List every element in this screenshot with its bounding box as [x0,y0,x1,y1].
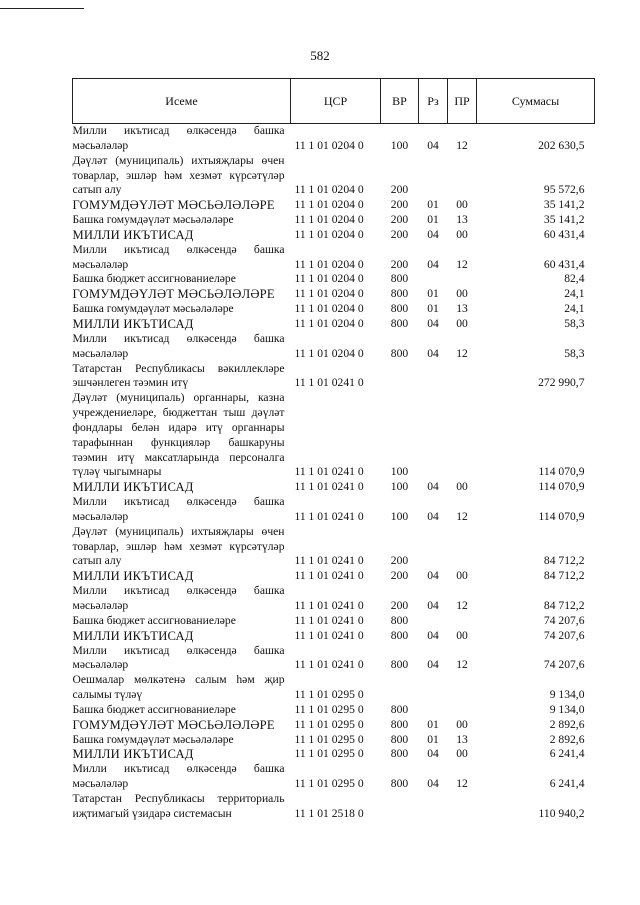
table-row [73,525,595,570]
cell-sum: 6 241,4 [549,777,585,791]
cell-pr: 00 [456,747,468,761]
cell-pr [448,525,477,570]
cell-pr: 00 [456,480,468,494]
cell-csr: 11 1 01 0204 0 [294,302,364,316]
cell-csr: 11 1 01 0241 0 [294,376,364,390]
cell-sum: 35 141,2 [543,198,585,212]
cell-name: Татарстан Республикасы территориаль иҗтимагый үзидарә системасын [72,791,285,820]
cell-name: Башка гомумдәүләт мәсьәләләре [72,302,234,316]
cell-vr: 800 [390,613,409,627]
cell-rz: 04 [427,628,439,642]
table-row [73,154,595,199]
cell-csr: 11 1 01 0204 0 [294,227,364,241]
cell-csr: 11 1 01 0204 0 [294,287,364,301]
cell-name: Милли икътисад өлкәсендә башка мәсьәләләр [72,584,285,612]
cell-name: Башка гомумдәүләт мәсьәләләре [72,213,234,227]
cell-name: Дәүләт (муниципаль) органнары, казна учреждениеләре, бюджеттан тыш дәүләт фондлары белән идарә итү органнары тарафыннан функцияләр башкаруны тәэмин итү максатларында персоналга түләү чыгымнары [72,391,285,479]
cell-sum: 84 712,2 [543,569,585,583]
cell-vr: 800 [390,316,409,330]
cell-vr: 100 [390,465,409,479]
cell-pr: 00 [456,316,468,330]
table-row [73,703,595,718]
cell-csr: 11 1 01 0295 0 [294,732,364,746]
cell-sum: 84 712,2 [543,599,585,612]
table-body [73,124,595,822]
cell-csr: 11 1 01 0241 0 [294,613,364,627]
cell-sum: 9 134,0 [549,688,585,702]
cell-csr: 11 1 01 0241 0 [294,509,364,523]
cell-sum: 35 141,2 [543,213,585,227]
cell-rz [419,673,448,703]
cell-sum: 74 207,6 [543,628,585,642]
cell-name: Милли икътисад өлкәсендә башка мәсьәләләр [72,495,285,523]
cell-vr: 800 [390,628,409,642]
cell-rz: 01 [427,732,439,746]
column-header-rz: Рз [419,79,448,124]
cell-pr: 12 [456,599,468,612]
cell-vr: 100 [390,480,409,494]
table-row [73,124,595,154]
cell-name: МИЛЛИ ИКЪТИСАД [72,628,194,643]
cell-rz: 01 [427,287,439,301]
cell-name: МИЛЛИ ИКЪТИСАД [72,227,194,242]
cell-vr: 800 [390,302,409,316]
table-row [73,213,595,228]
table-row [73,243,595,273]
cell-name: Татарстан Республикасы вәкиллекләре эшчәнлеген тәэмин итү [72,361,285,390]
cell-sum: 114 070,9 [538,480,585,494]
cell-sum: 114 070,9 [538,465,585,479]
cell-csr: 11 1 01 0204 0 [294,316,364,330]
cell-name: МИЛЛИ ИКЪТИСАД [72,480,194,495]
table-row [73,733,595,748]
cell-sum: 2 892,6 [549,732,585,746]
cell-csr: 11 1 01 0295 0 [294,688,364,702]
budget-table [72,78,595,822]
cell-pr [448,703,477,718]
cell-csr: 11 1 01 0241 0 [294,658,364,672]
table-row [73,747,595,762]
cell-vr: 800 [390,717,409,731]
cell-sum: 114 070,9 [538,509,585,523]
cell-vr: 800 [390,287,409,301]
cell-vr: 200 [390,569,409,583]
table-row [73,495,595,525]
cell-rz: 04 [427,346,439,360]
cell-pr: 12 [456,509,468,523]
cell-name: Дәүләт (муниципаль) ихтыяҗлары өчен товарлар, эшләр һәм хезмәт күрсәтүләр сатып алу [72,524,285,568]
cell-pr [448,154,477,199]
cell-sum: 60 431,4 [543,257,585,271]
cell-rz: 04 [427,777,439,791]
cell-sum: 60 431,4 [543,227,585,241]
cell-vr: 200 [390,227,409,241]
table-row [73,391,595,480]
table-row [73,272,595,287]
cell-name: Оешмалар мөлкәтенә салым һәм җир салымы түләү [72,673,285,702]
cell-rz: 04 [419,124,448,154]
cell-pr: 13 [456,302,468,316]
cell-sum: 272 990,7 [538,376,585,390]
cell-vr: 100 [390,509,409,523]
cell-pr: 00 [456,717,468,731]
table-row [73,480,595,495]
cell-sum: 24,1 [564,302,585,316]
cell-vr: 200 [390,183,409,197]
cell-sum: 24,1 [564,287,585,301]
cell-pr: 12 [456,257,468,271]
table-header [73,79,595,124]
table-row [73,792,595,822]
cell-vr: 800 [390,732,409,746]
cell-vr: 200 [390,599,409,612]
cell-sum: 6 241,4 [549,747,585,761]
cell-vr: 800 [390,272,409,286]
cell-csr: 11 1 01 0295 0 [294,702,364,716]
cell-rz: 04 [427,316,439,330]
page-number: 582 [310,48,330,63]
cell-rz [419,154,448,199]
cell-name: Милли икътисад өлкәсендә башка мәсьәләләр [73,124,291,154]
cell-pr: 00 [456,227,468,241]
cell-name: Милли икътисад өлкәсендә башка мәсьәләләр [72,331,285,360]
cell-pr: 12 [448,124,477,154]
cell-name: МИЛЛИ ИКЪТИСАД [72,747,194,762]
table-row [73,228,595,243]
cell-pr [448,362,477,392]
cell-rz [419,272,448,287]
cell-rz: 04 [427,509,439,523]
cell-name: Милли икътисад өлкәсендә башка мәсьәләләр [72,242,285,271]
cell-pr: 12 [456,658,468,672]
table-row [73,332,595,362]
cell-pr [448,614,477,629]
cell-sum: 82,4 [564,272,585,286]
cell-vr: 200 [390,198,409,212]
cell-rz: 01 [427,198,439,212]
cell-name: Милли икътисад өлкәсендә башка мәсьәләләр [72,643,285,672]
cell-csr: 11 1 01 0295 0 [294,717,364,731]
cell-pr [448,272,477,287]
cell-name: ГОМУМДӘҮЛӘТ МӘСЬӘЛӘЛӘРЕ [72,717,275,732]
cell-sum: 58,3 [564,316,585,330]
table-row [73,673,595,703]
table-row [73,584,595,614]
table-row [73,317,595,332]
cell-csr: 11 1 01 0204 0 [294,257,364,271]
cell-sum: 9 134,0 [549,702,585,716]
column-header-name: Исеме [73,79,291,124]
cell-csr: 11 1 01 0204 0 [294,198,364,212]
cell-vr [381,673,419,703]
cell-name: Башка бюджет ассигнованиеләре [72,272,236,286]
cell-vr [381,362,419,392]
cell-name: ГОМУМДӘҮЛӘТ МӘСЬӘЛӘЛӘРЕ [72,287,275,302]
cell-csr: 11 1 01 0241 0 [294,628,364,642]
cell-sum: 2 892,6 [549,717,585,731]
cell-csr: 11 1 01 0241 0 [294,569,364,583]
table-row [73,718,595,733]
cell-rz: 04 [427,480,439,494]
table-row [73,644,595,674]
cell-csr: 11 1 01 0204 0 [294,213,364,227]
cell-rz: 04 [427,227,439,241]
cell-rz [419,362,448,392]
cell-sum: 110 940,2 [538,806,585,820]
cell-name: Милли икътисад өлкәсендә башка мәсьәләләр [72,762,285,791]
cell-pr [448,391,477,480]
table-row [73,287,595,302]
cell-pr: 00 [456,198,468,212]
cell-rz: 01 [427,213,439,227]
cell-pr: 13 [456,732,468,746]
cell-name: Башка бюджет ассигнованиеләре [72,702,236,716]
cell-vr: 800 [390,658,409,672]
cell-pr: 12 [456,346,468,360]
cell-name: ГОМУМДӘҮЛӘТ МӘСЬӘЛӘЛӘРЕ [72,198,275,213]
cell-pr [448,792,477,822]
cell-name: Башка бюджет ассигнованиеләре [72,613,236,627]
cell-name: Башка гомумдәүләт мәсьәләләре [72,732,234,746]
cell-rz: 04 [427,599,439,612]
cell-csr: 11 1 01 0241 0 [294,465,364,479]
column-header-vr: ВР [381,79,419,124]
cell-pr: 00 [456,287,468,301]
column-header-csr: ЦСР [291,79,381,124]
table-row [73,362,595,392]
cell-rz: 01 [427,717,439,731]
cell-rz [419,703,448,718]
cell-rz: 04 [427,658,439,672]
cell-csr: 11 1 01 0241 0 [294,599,364,612]
cell-rz [419,614,448,629]
table-row [73,762,595,792]
cell-sum: 84 712,2 [543,554,585,568]
cell-pr: 00 [456,628,468,642]
cell-rz: 01 [427,302,439,316]
cell-csr: 11 1 01 0295 0 [294,747,364,761]
cell-rz [419,792,448,822]
table-row [73,614,595,629]
cell-rz: 04 [427,747,439,761]
cell-csr: 11 1 01 0295 0 [294,777,364,791]
cell-pr: 00 [456,569,468,583]
cell-csr: 11 1 01 2518 0 [294,806,364,820]
cell-vr: 800 [390,346,409,360]
cell-sum: 74 207,6 [543,613,585,627]
column-header-pr: ПР [448,79,477,124]
cell-sum: 74 207,6 [543,658,585,672]
cell-pr: 12 [456,777,468,791]
cell-name: МИЛЛИ ИКЪТИСАД [72,569,194,584]
cell-vr: 200 [390,257,409,271]
cell-name: Дәүләт (муниципаль) ихтыяҗлары өчен товарлар, эшләр һәм хезмәт күрсәтүләр сатып алу [72,153,285,197]
cell-pr: 13 [456,213,468,227]
cell-vr: 800 [390,702,409,716]
table-row [73,302,595,317]
cell-csr: 11 1 01 0241 0 [294,480,364,494]
top-rule [0,8,84,9]
cell-vr: 100 [381,124,419,154]
cell-rz [419,391,448,480]
cell-csr: 11 1 01 0204 0 [294,272,364,286]
cell-vr: 800 [390,747,409,761]
cell-vr: 800 [390,777,409,791]
cell-csr: 11 1 01 0204 0 [294,346,364,360]
cell-vr: 200 [390,554,409,568]
column-header-sum: Суммасы [477,79,595,124]
cell-rz: 04 [427,569,439,583]
cell-sum: 95 572,6 [543,183,585,197]
cell-rz [419,525,448,570]
table-row [73,629,595,644]
cell-csr: 11 1 01 0204 0 [291,124,381,154]
cell-rz: 04 [427,257,439,271]
cell-sum: 202 630,5 [477,124,595,154]
cell-name: МИЛЛИ ИКЪТИСАД [72,316,194,331]
table-row [73,198,595,213]
cell-csr: 11 1 01 0204 0 [294,183,364,197]
cell-vr [381,792,419,822]
cell-csr: 11 1 01 0241 0 [294,554,364,568]
cell-sum: 58,3 [564,346,585,360]
cell-pr [448,673,477,703]
table-row [73,569,595,584]
cell-vr: 200 [390,213,409,227]
